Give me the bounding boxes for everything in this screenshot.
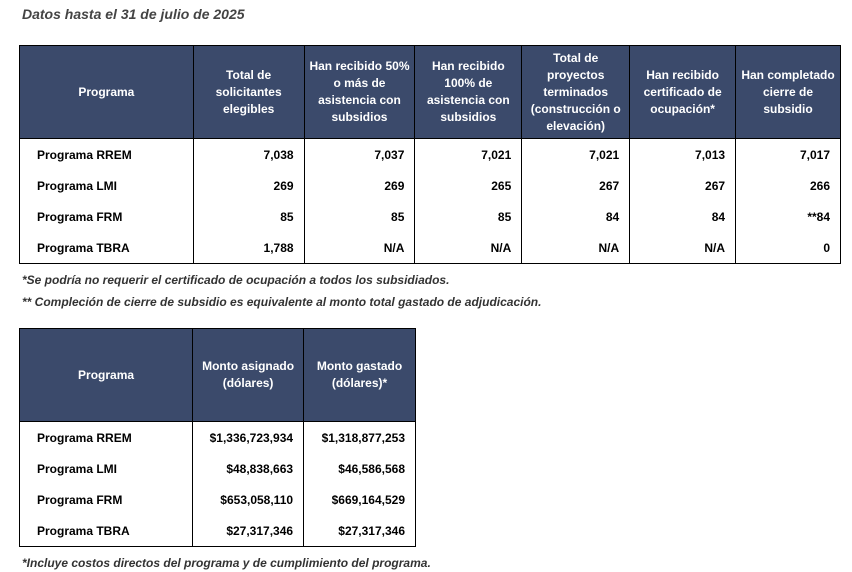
table-cell: 269 <box>304 170 415 201</box>
column-header: Total de proyectos terminados (construcción o elevación) <box>522 46 630 139</box>
table-cell: $1,318,877,253 <box>304 422 416 454</box>
table-cell: 7,021 <box>415 139 522 171</box>
table-header-row <box>20 46 841 139</box>
table-cell: 7,013 <box>630 139 736 171</box>
column-header: Total de solicitantes elegibles <box>193 46 304 139</box>
table-cell: 85 <box>304 201 415 232</box>
table-cell: 7,037 <box>304 139 415 171</box>
table-row <box>20 170 841 201</box>
table-cell: N/A <box>630 232 736 264</box>
table-row <box>20 201 841 232</box>
table-cell: N/A <box>522 232 630 264</box>
table-cell: $653,058,110 <box>193 484 304 515</box>
table-row <box>20 515 416 547</box>
funding-table <box>19 328 416 547</box>
program-name-cell: Programa RREM <box>20 422 193 454</box>
table-cell: $48,838,663 <box>193 453 304 484</box>
table-cell: 84 <box>522 201 630 232</box>
table-cell: 267 <box>522 170 630 201</box>
date-line: Datos hasta el 31 de julio de 2025 <box>22 6 245 22</box>
table-cell: 267 <box>630 170 736 201</box>
program-name-cell: Programa FRM <box>20 201 194 232</box>
table-row <box>20 232 841 264</box>
table-cell: 265 <box>415 170 522 201</box>
table-cell: 7,038 <box>193 139 304 171</box>
program-name-cell: Programa LMI <box>20 453 193 484</box>
column-header: Han recibido 50% o más de asistencia con subsidios <box>304 46 415 139</box>
program-name-cell: Programa TBRA <box>20 515 193 547</box>
program-name-cell: Programa RREM <box>20 139 194 171</box>
table-cell: $669,164,529 <box>304 484 416 515</box>
table-cell: 0 <box>736 232 841 264</box>
table-cell: $27,317,346 <box>193 515 304 547</box>
table-cell: 85 <box>193 201 304 232</box>
table-row <box>20 484 416 515</box>
program-name-cell: Programa TBRA <box>20 232 194 264</box>
table-cell: 266 <box>736 170 841 201</box>
table-cell: 1,788 <box>193 232 304 264</box>
footnote-occupancy: *Se podría no requerir el certificado de ocupación a todos los subsidiados. <box>22 273 450 287</box>
table-cell: 7,017 <box>736 139 841 171</box>
column-header: Monto asignado (dólares) <box>193 329 304 422</box>
table-cell: $46,586,568 <box>304 453 416 484</box>
column-header: Programa <box>20 329 193 422</box>
program-name-cell: Programa LMI <box>20 170 194 201</box>
column-header: Han recibido certificado de ocupación* <box>630 46 736 139</box>
program-name-cell: Programa FRM <box>20 484 193 515</box>
column-header: Monto gastado (dólares)* <box>304 329 416 422</box>
program-status-table <box>19 45 841 264</box>
column-header: Han recibido 100% de asistencia con subsidios <box>415 46 522 139</box>
table-cell: $27,317,346 <box>304 515 416 547</box>
table-row <box>20 139 841 171</box>
table-cell: N/A <box>304 232 415 264</box>
table-header-row <box>20 329 416 422</box>
table-cell: **84 <box>736 201 841 232</box>
table-row <box>20 453 416 484</box>
table-row <box>20 422 416 454</box>
column-header: Programa <box>20 46 194 139</box>
table-cell: 85 <box>415 201 522 232</box>
footnote-closeout: ** Compleción de cierre de subsidio es equivalente al monto total gastado de adjudicación. <box>22 295 542 309</box>
table-cell: $1,336,723,934 <box>193 422 304 454</box>
table-cell: 269 <box>193 170 304 201</box>
column-header: Han completado cierre de subsidio <box>736 46 841 139</box>
footnote-costs: *Incluye costos directos del programa y de cumplimiento del programa. <box>22 556 431 570</box>
table-cell: 84 <box>630 201 736 232</box>
table-cell: 7,021 <box>522 139 630 171</box>
table-cell: N/A <box>415 232 522 264</box>
